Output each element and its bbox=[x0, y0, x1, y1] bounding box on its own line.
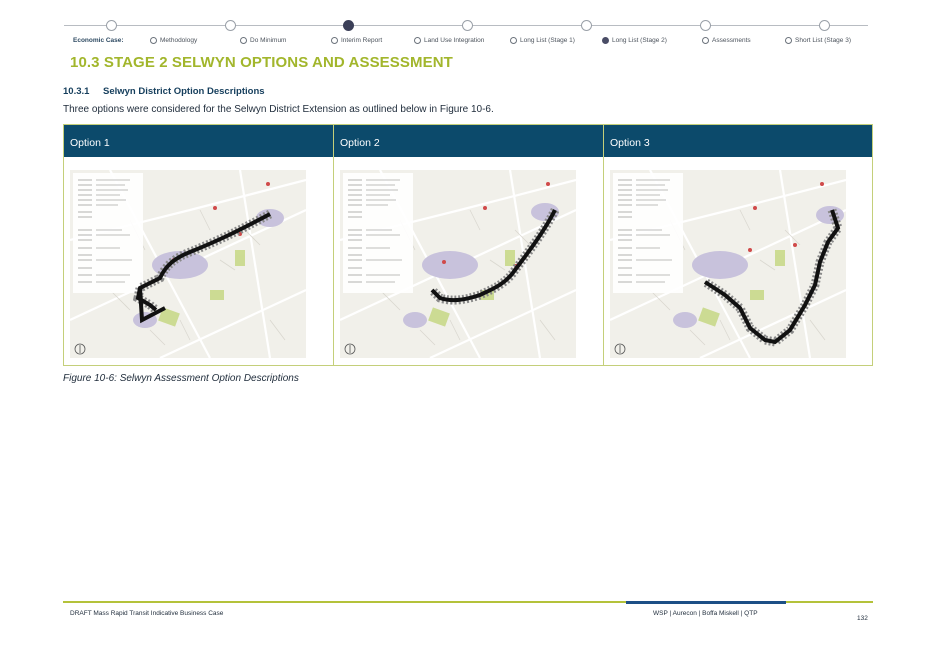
subsection-number: 10.3.1 bbox=[63, 86, 90, 97]
radio-icon bbox=[414, 37, 421, 44]
body-paragraph: Three options were considered for the Selwyn District Extension as outlined below in Figure 10-6. bbox=[63, 104, 494, 115]
option-2-heading: Option 2 bbox=[340, 137, 380, 149]
nav-item-label: Methodology bbox=[160, 37, 198, 44]
progress-dot bbox=[581, 20, 592, 31]
nav-item-label: Long List (Stage 1) bbox=[520, 37, 575, 44]
nav-item-short-list-stage-3[interactable] bbox=[785, 37, 851, 44]
progress-dot bbox=[700, 20, 711, 31]
progress-dot bbox=[462, 20, 473, 31]
nav-item-interim-report[interactable] bbox=[331, 37, 382, 44]
option-3-heading: Option 3 bbox=[610, 137, 650, 149]
column-divider bbox=[603, 125, 604, 365]
nav-item-label: Long List (Stage 2) bbox=[612, 37, 667, 44]
nav-item-do-minimum[interactable] bbox=[240, 37, 286, 44]
nav-item-methodology[interactable] bbox=[150, 37, 197, 44]
progress-dot bbox=[819, 20, 830, 31]
nav-item-label: Land Use Integration bbox=[424, 37, 485, 44]
option-2-map bbox=[340, 170, 576, 358]
radio-icon bbox=[150, 37, 157, 44]
subsection-heading bbox=[63, 86, 265, 97]
footer-accent-bar bbox=[626, 601, 786, 604]
progress-dot bbox=[343, 20, 354, 31]
options-table bbox=[63, 124, 873, 366]
section-title: 10.3 STAGE 2 SELWYN OPTIONS AND ASSESSMENT bbox=[70, 54, 453, 71]
nav-item-label: Assessments bbox=[712, 37, 751, 44]
radio-icon bbox=[785, 37, 792, 44]
radio-icon bbox=[602, 37, 609, 44]
options-header-row bbox=[64, 125, 872, 157]
progress-dot bbox=[225, 20, 236, 31]
nav-item-label: Short List (Stage 3) bbox=[795, 37, 851, 44]
option-1-heading: Option 1 bbox=[70, 137, 110, 149]
nav-item-long-list-stage-1[interactable] bbox=[510, 37, 575, 44]
subsection-title: Selwyn District Option Descriptions bbox=[103, 86, 265, 97]
column-divider bbox=[333, 125, 334, 365]
radio-icon bbox=[331, 37, 338, 44]
radio-icon bbox=[510, 37, 517, 44]
page-number: 132 bbox=[857, 615, 868, 622]
radio-icon bbox=[240, 37, 247, 44]
nav-item-long-list-stage-2[interactable] bbox=[602, 37, 667, 44]
option-3-map bbox=[610, 170, 846, 358]
nav-item-assessments[interactable] bbox=[702, 37, 751, 44]
nav-item-label: Do Minimum bbox=[250, 37, 287, 44]
nav-item-land-use-integration[interactable] bbox=[414, 37, 484, 44]
figure-caption: Figure 10-6: Selwyn Assessment Option Descriptions bbox=[63, 373, 299, 384]
footer-document-title: DRAFT Mass Rapid Transit Indicative Business Case bbox=[70, 610, 224, 617]
option-1-map bbox=[70, 170, 306, 358]
nav-item-label: Interim Report bbox=[341, 37, 383, 44]
progress-dot bbox=[106, 20, 117, 31]
footer-partners: WSP | Aurecon | Boffa Miskell | QTP bbox=[653, 610, 758, 617]
radio-icon bbox=[702, 37, 709, 44]
economic-case-label: Economic Case: bbox=[73, 37, 124, 44]
